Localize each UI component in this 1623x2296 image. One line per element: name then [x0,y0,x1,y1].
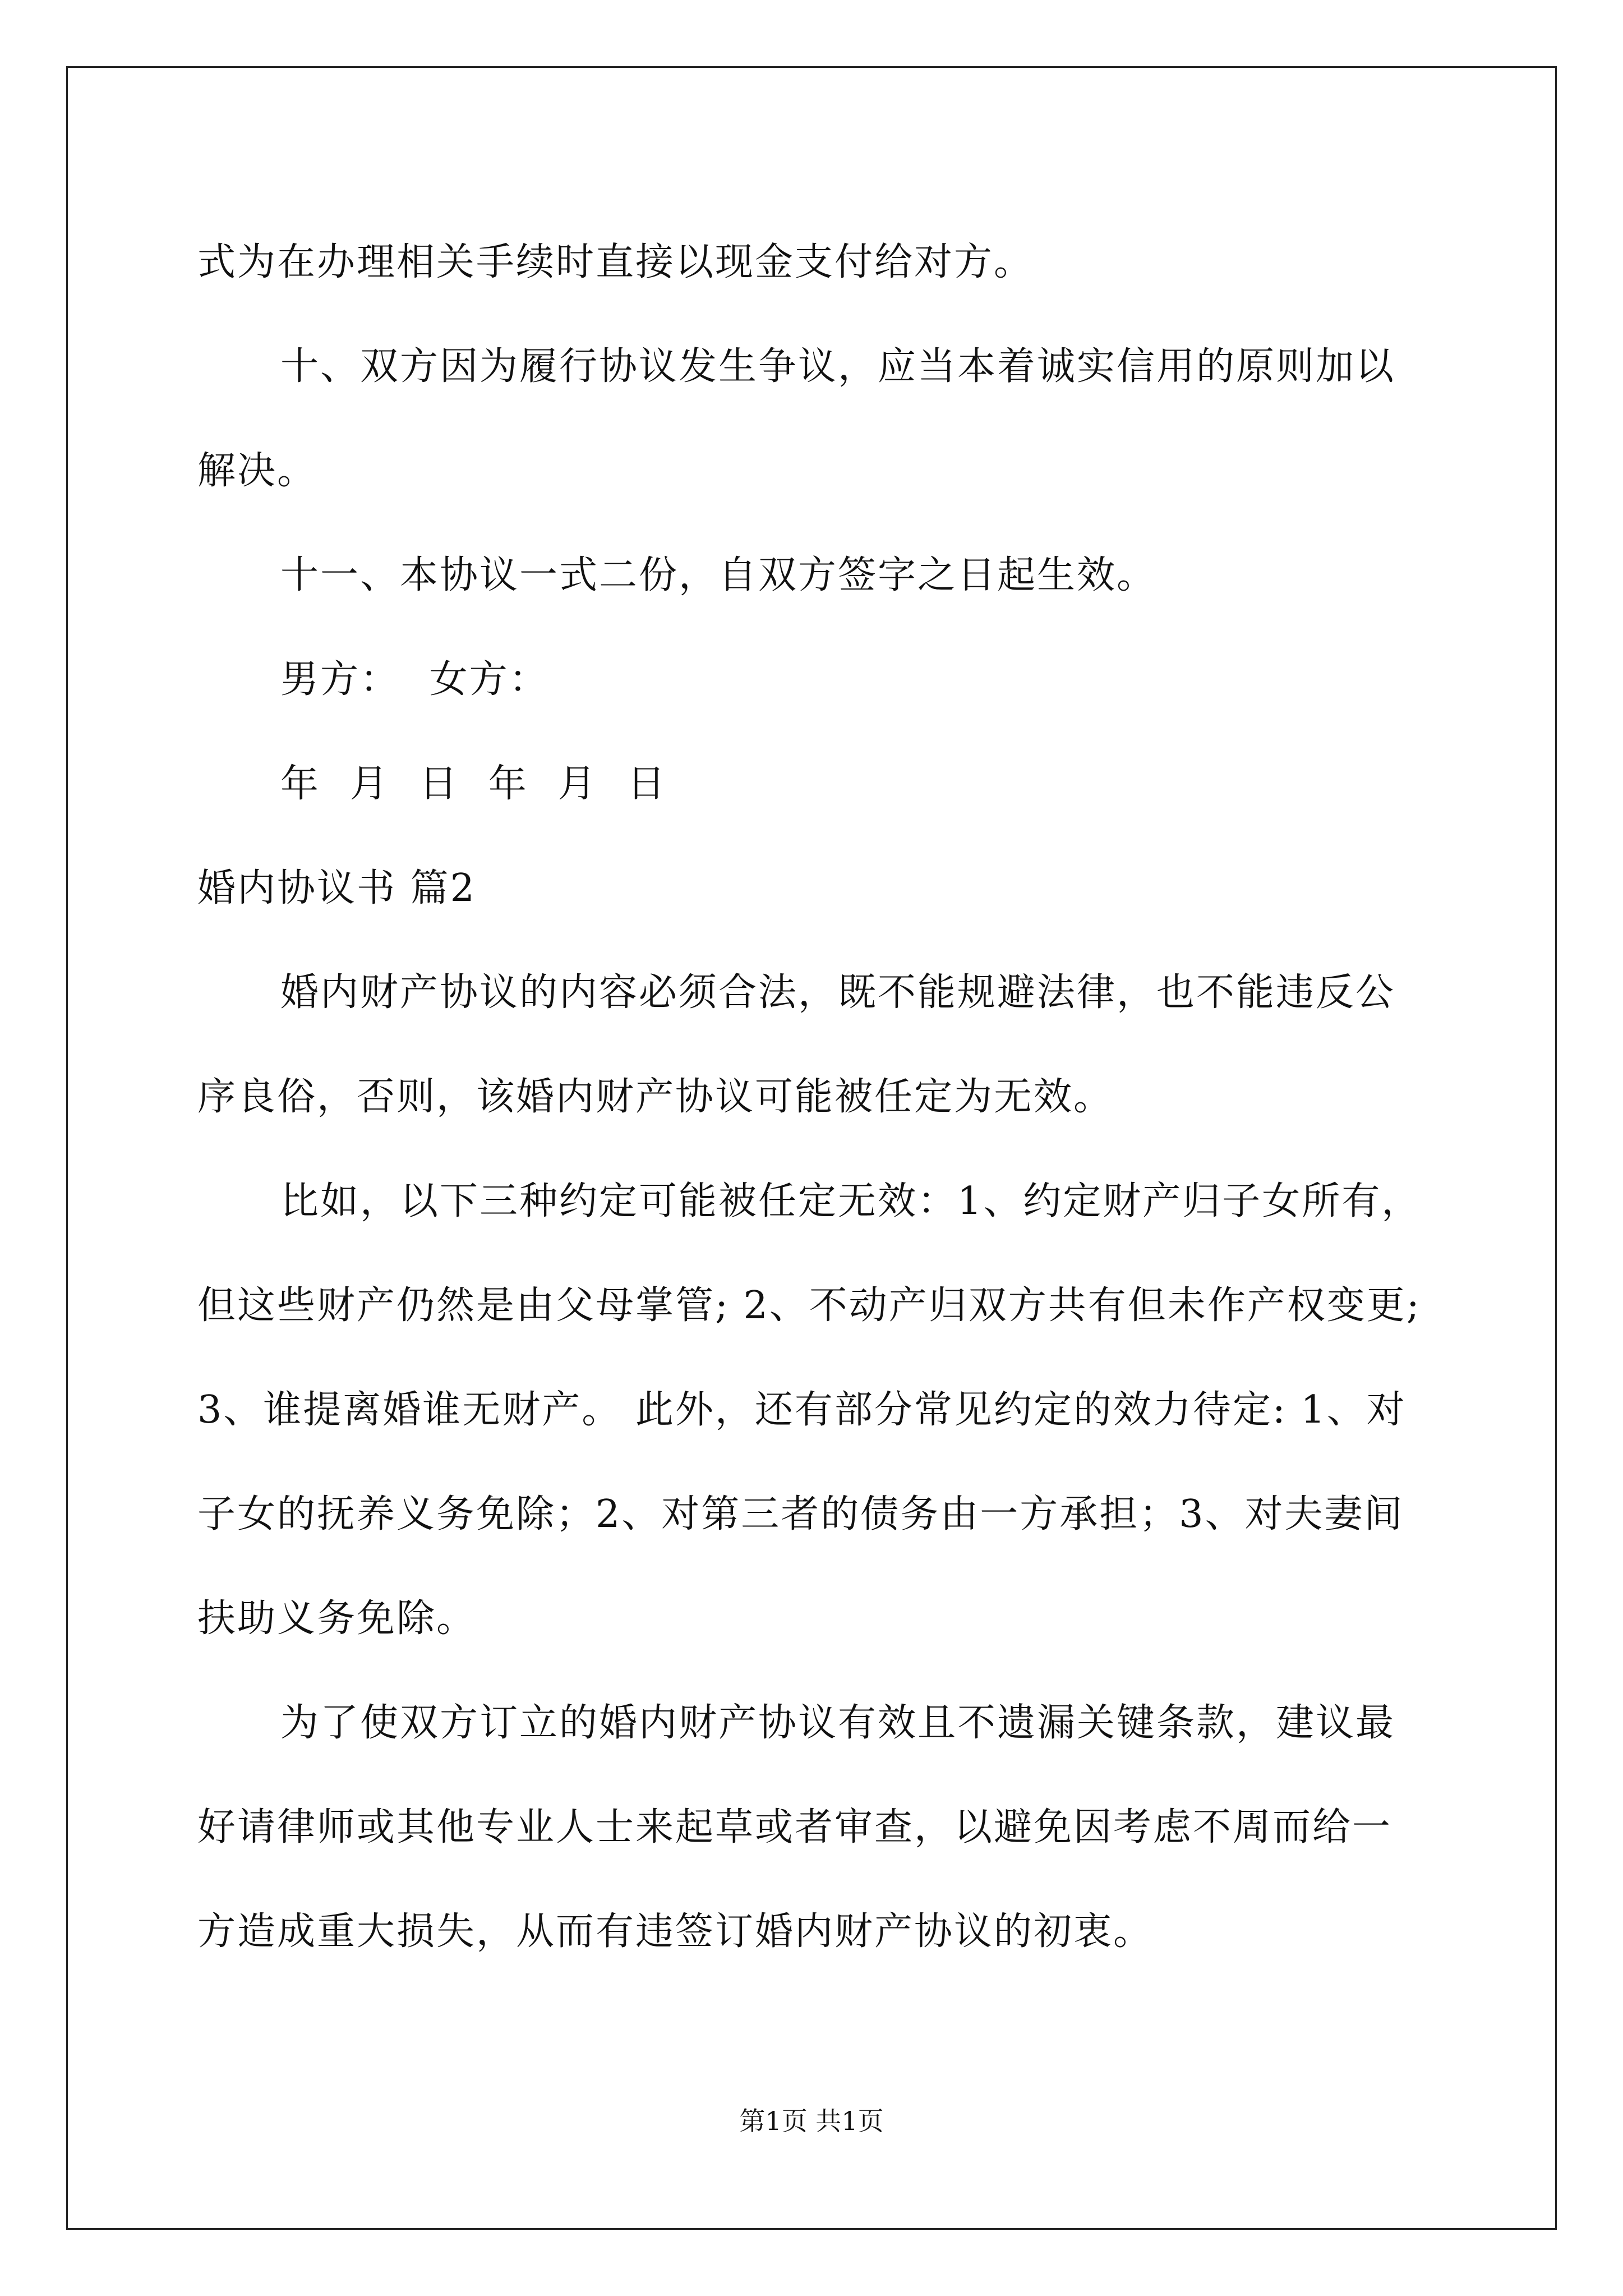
paragraph-3-line-2: 好请律师或其他专业人士来起草或者审查，以避免因考虑不周而给一 [197,1805,1393,1849]
signature-line: 男方： 女方： [280,657,549,702]
clause-10-line-1: 十、双方因为履行协议发生争议，应当本着诚实信用的原则加以 [280,344,1396,389]
document-body [197,210,1465,1984]
paragraph-2-line-5: 扶助义务免除。 [197,1596,477,1641]
paragraph-3-line-1: 为了使双方订立的婚内财产协议有效且不遗漏关键条款，建议最 [280,1701,1396,1745]
paragraph-2-line-3: 3、谁提离婚谁无财产。 此外，还有部分常见约定的效力待定: 1、对 [197,1388,1407,1432]
paragraph-2-line-4: 子女的抚养义务免除；2、对第三者的债务由一方承担；3、对夫妻间 [197,1492,1404,1536]
paragraph-2-line-1: 比如，以下三种约定可能被任定无效：1、约定财产归子女所有， [280,1179,1422,1223]
paragraph-1-line-2: 序良俗，否则，该婚内财产协议可能被任定为无效。 [197,1075,1114,1119]
paragraph-1-line-1: 婚内财产协议的内容必须合法，既不能规避法律，也不能违反公 [280,970,1396,1015]
page-footer: 第1页 共1页 [739,2106,884,2136]
paragraph-3-line-3: 方造成重大损失，从而有违签订婚内财产协议的初衷。 [197,1910,1154,1954]
section-heading: 婚内协议书 篇2 [197,866,476,910]
body-line-1: 式为在办理相关手续时直接以现金支付给对方。 [197,240,1034,284]
clause-10-line-2: 解决。 [197,449,317,493]
paragraph-2-line-2: 但这些财产仍然是由父母掌管; 2、不动产归双方共有但未作产权变更; [197,1283,1421,1328]
date-line: 年 月 日 年 月 日 [280,762,667,806]
clause-11: 十一、本协议一式二份，自双方签字之日起生效。 [280,553,1157,597]
